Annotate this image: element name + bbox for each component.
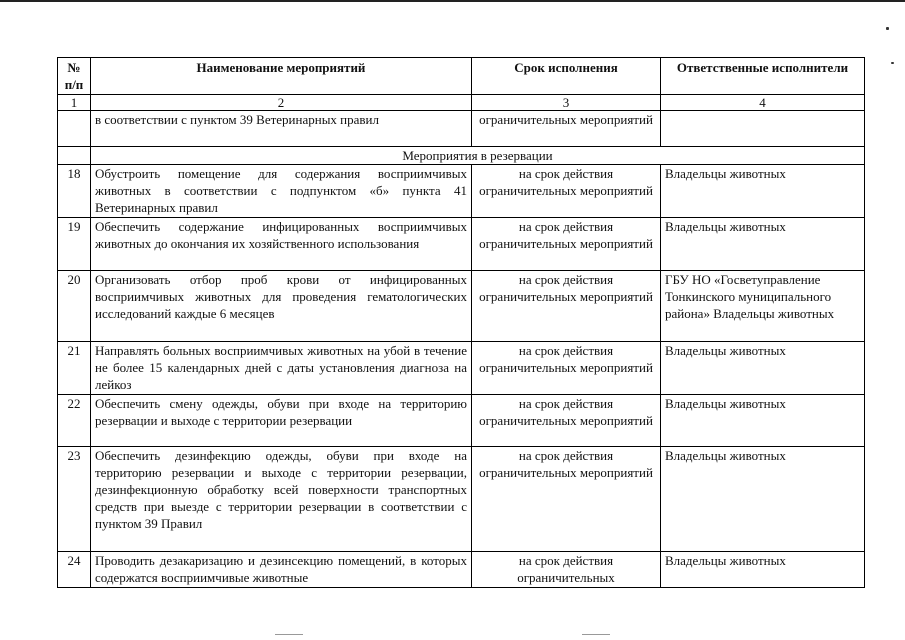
- row-num: 18: [58, 165, 91, 218]
- table-row: [58, 165, 865, 218]
- scan-speck: [886, 27, 889, 30]
- row-name: Направлять больных восприимчивых животных на убой в течение не более 15 календарных дней с даты установления диагноза на лейкоз: [91, 342, 472, 395]
- row-term: на срок действия ограничительных мероприятий: [472, 271, 661, 342]
- row-resp: Владельцы животных: [661, 395, 865, 447]
- row-name: Организовать отбор проб крови от инфицированных восприимчивых животных для проведения гематологических исследований каждые 6 месяцев: [91, 271, 472, 342]
- top-scan-rule: [0, 0, 905, 2]
- row-num: 24: [58, 552, 91, 588]
- row-term: на срок действия ограничительных мероприятий: [472, 218, 661, 271]
- row-resp: Владельцы животных: [661, 447, 865, 552]
- scan-mark: [275, 634, 303, 635]
- row-name: Обеспечить смену одежды, обуви при входе на территорию резервации и выходе с территории резервации: [91, 395, 472, 447]
- header-resp: Ответственные исполнители: [661, 58, 865, 95]
- row-resp: Владельцы животных: [661, 165, 865, 218]
- table-row: [58, 395, 865, 447]
- row-num: 20: [58, 271, 91, 342]
- section-row: [58, 147, 865, 165]
- index-cell: 1: [58, 95, 91, 111]
- row-num: 23: [58, 447, 91, 552]
- header-num: № п/п: [58, 58, 91, 95]
- row-name: Обустроить помещение для содержания восприимчивых животных в соответствии с подпунктом «б» пункта 41 Ветеринарных правил: [91, 165, 472, 218]
- header-name: Наименование мероприятий: [91, 58, 472, 95]
- row-name: Обеспечить дезинфекцию одежды, обуви при входе на территорию резервации и выходе с территории резервации, дезинфекционную обработку всей поверхности транспортных средств при выезде с территории резервации в соответствии с пунктом 39 Правил: [91, 447, 472, 552]
- row-term: на срок действия ограничительных мероприятий: [472, 447, 661, 552]
- row-term: на срок действия ограничительных мероприятий: [472, 165, 661, 218]
- section-num-cell: [58, 147, 91, 165]
- row-resp: Владельцы животных: [661, 552, 865, 588]
- row-num: 19: [58, 218, 91, 271]
- row-num: [58, 111, 91, 147]
- header-term: Срок исполнения: [472, 58, 661, 95]
- row-resp: Владельцы животных: [661, 218, 865, 271]
- index-cell: 2: [91, 95, 472, 111]
- table-row: [58, 552, 865, 588]
- header-row: [58, 58, 865, 95]
- table-row: [58, 342, 865, 395]
- row-term: на срок действия ограничительных мероприятий: [472, 342, 661, 395]
- row-resp: [661, 111, 865, 147]
- section-title: Мероприятия в резервации: [91, 147, 865, 165]
- index-cell: 4: [661, 95, 865, 111]
- row-name: Обеспечить содержание инфицированных восприимчивых животных до окончания их хозяйственного использования: [91, 218, 472, 271]
- scan-mark: [582, 634, 610, 635]
- row-term: на срок действия ограничительных мероприятий: [472, 395, 661, 447]
- row-term: ограничительных мероприятий: [472, 111, 661, 147]
- measures-table: [57, 57, 865, 588]
- row-name: Проводить дезакаризацию и дезинсекцию помещений, в которых содержатся восприимчивые животные: [91, 552, 472, 588]
- scan-speck: [891, 62, 894, 64]
- index-row: [58, 95, 865, 111]
- index-cell: 3: [472, 95, 661, 111]
- table-row: [58, 271, 865, 342]
- row-term: на срок действия ограничительных: [472, 552, 661, 588]
- table-row: [58, 218, 865, 271]
- row-num: 21: [58, 342, 91, 395]
- table-row: [58, 447, 865, 552]
- continuation-row: [58, 111, 865, 147]
- row-name: в соответствии с пунктом 39 Ветеринарных правил: [91, 111, 472, 147]
- row-num: 22: [58, 395, 91, 447]
- row-resp: ГБУ НО «Госветуправление Тонкинского муниципального района» Владельцы животных: [661, 271, 865, 342]
- row-resp: Владельцы животных: [661, 342, 865, 395]
